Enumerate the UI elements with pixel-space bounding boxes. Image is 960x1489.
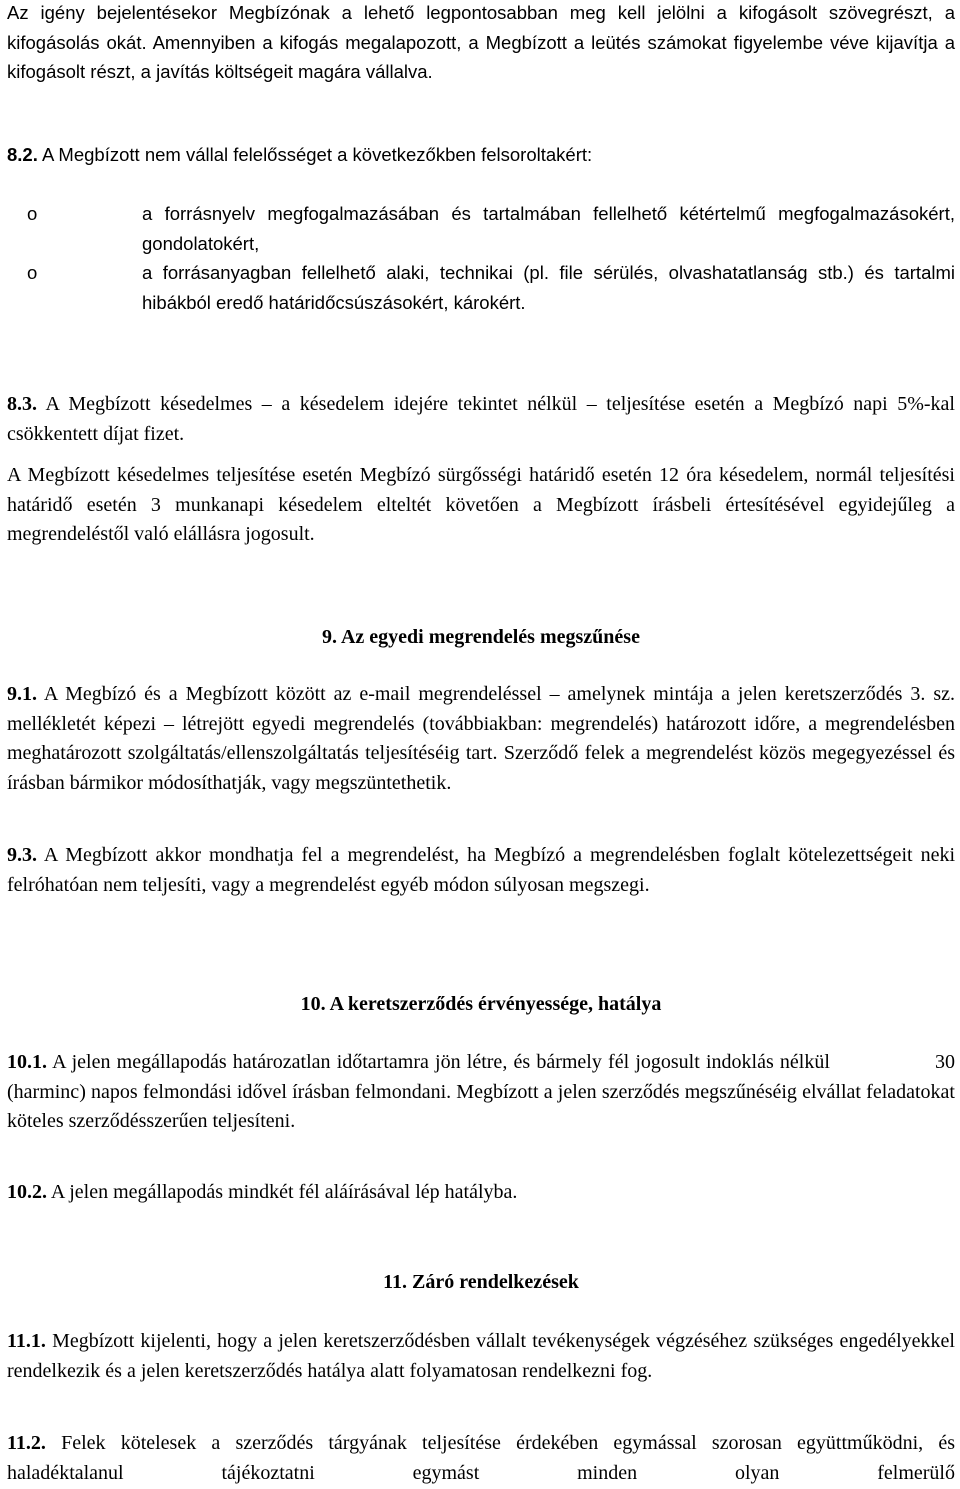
paragraph-intro-text: Az igény bejelentésekor Megbízónak a lehető legpontosabban meg kell jelölni a kifogásolt szövegrészt, a kifogásolás okát. Amennyiben a kifogás megalapozott, a Megbízott a leütés számokat figyelembe véve kijavítja a kifogásolt részt, a javítás költségeit magára vállalva. bbox=[7, 2, 955, 82]
bullet-icon: o bbox=[27, 203, 38, 224]
paragraph-intro bbox=[7, 0, 955, 87]
section-number-10-2: 10.2. bbox=[7, 1181, 47, 1203]
paragraph-9-1-text: A Megbízó és a Megbízott között az e-mail megrendeléssel – amelynek mintája a jelen keretszerződés 3. sz. mellékletét képezi – létrejött egyedi megrendelés (továbbiakban: megrendelés) határozott időre, a megrendelésben meghatározott szolgáltatás/ellenszolgáltatás teljesítéséig tart. Szerződő felek a megrendelést közös megegyezéssel és írásban bármikor módosíthatják, vagy megszüntethetik. bbox=[7, 683, 955, 794]
bullet-icon: o bbox=[27, 262, 38, 283]
section-number-11-2: 11.2. bbox=[7, 1432, 46, 1454]
paragraph-9-3 bbox=[7, 841, 955, 900]
paragraph-9-3-text: A Megbízott akkor mondhatja fel a megrendelést, ha Megbízó a megrendelésben foglalt kötelezettségeit neki felróhatóan nem teljesíti, vagy a megrendelést egyéb módon súlyosan megszegi. bbox=[7, 844, 955, 896]
section-number-9-1: 9.1. bbox=[7, 683, 37, 705]
section-number-8-3: 8.3. bbox=[7, 393, 37, 415]
paragraph-11-1 bbox=[7, 1327, 955, 1386]
section-heading-10: 10. A keretszerződés érvényessége, hatálya bbox=[300, 993, 662, 1015]
paragraph-10-1-text: A jelen megállapodás határozatlan időtartamra jön létre, és bármely fél jogosult indoklás nélkül 30 (harminc) napos felmondási idővel írásban felmondani. Megbízott a jelen szerződés megszűnéséig elvállat feladatokat köteles szerződésszerűen teljesíteni. bbox=[7, 1051, 960, 1132]
paragraph-9-1 bbox=[7, 680, 955, 798]
section-heading-9: 9. Az egyedi megrendelés megszűnése bbox=[322, 626, 640, 648]
paragraph-8-2 bbox=[7, 140, 955, 170]
paragraph-8-3-b bbox=[7, 461, 955, 550]
paragraph-8-3 bbox=[7, 390, 955, 449]
paragraph-8-2-text: A Megbízott nem vállal felelősséget a következőkben felsoroltakért: bbox=[37, 144, 593, 165]
section-number-8-2: 8.2. bbox=[7, 144, 38, 165]
list-item bbox=[7, 258, 955, 317]
list-8-2 bbox=[7, 199, 955, 317]
list-item bbox=[7, 199, 955, 258]
paragraph-8-3-b-text: A Megbízott késedelmes teljesítése esetén Megbízó sürgősségi határidő esetén 12 óra késedelem, normál teljesítési határidő esetén 3 munkanapi késedelem elteltét követően a Megbízott írásbeli értesítésével egyidejűleg a megrendeléstől való elállásra jogosult. bbox=[7, 464, 955, 545]
section-number-10-1: 10.1. bbox=[7, 1051, 47, 1073]
paragraph-10-2 bbox=[7, 1178, 955, 1208]
paragraph-11-2-text: Felek kötelesek a szerződés tárgyának teljesítése érdekében egymással szorosan együttműködni, és haladéktalanul tájékoztatni egymást minden olyan felmerülő bbox=[7, 1432, 955, 1484]
section-number-11-1: 11.1. bbox=[7, 1330, 46, 1352]
section-number-9-3: 9.3. bbox=[7, 844, 37, 866]
paragraph-10-1 bbox=[7, 1048, 960, 1137]
list-item-text: a forrásnyelv megfogalmazásában és tartalmában fellelhető kétértelmű megfogalmazásokért, gondolatokért, bbox=[142, 203, 955, 254]
paragraph-10-2-text: A jelen megállapodás mindkét fél aláírásával lép hatályba. bbox=[47, 1181, 518, 1203]
list-item-text: a forrásanyagban fellelhető alaki, technikai (pl. file sérülés, olvashatatlanság stb.) és tartalmi hibákból eredő határidőcsúszásokért, károkért. bbox=[142, 262, 955, 313]
paragraph-11-1-text: Megbízott kijelenti, hogy a jelen keretszerződésben vállalt tevékenységek végzéséhez szükséges engedélyekkel rendelkezik és a jelen keretszerződés hatálya alatt folyamatosan rendelkezni fog. bbox=[7, 1330, 955, 1382]
paragraph-11-2 bbox=[7, 1429, 955, 1488]
paragraph-8-3-text: A Megbízott késedelmes – a késedelem idejére tekintet nélkül – teljesítése esetén a Megbízó napi 5%-kal csökkentett díjat fizet. bbox=[7, 393, 955, 445]
section-heading-11: 11. Záró rendelkezések bbox=[383, 1271, 579, 1293]
